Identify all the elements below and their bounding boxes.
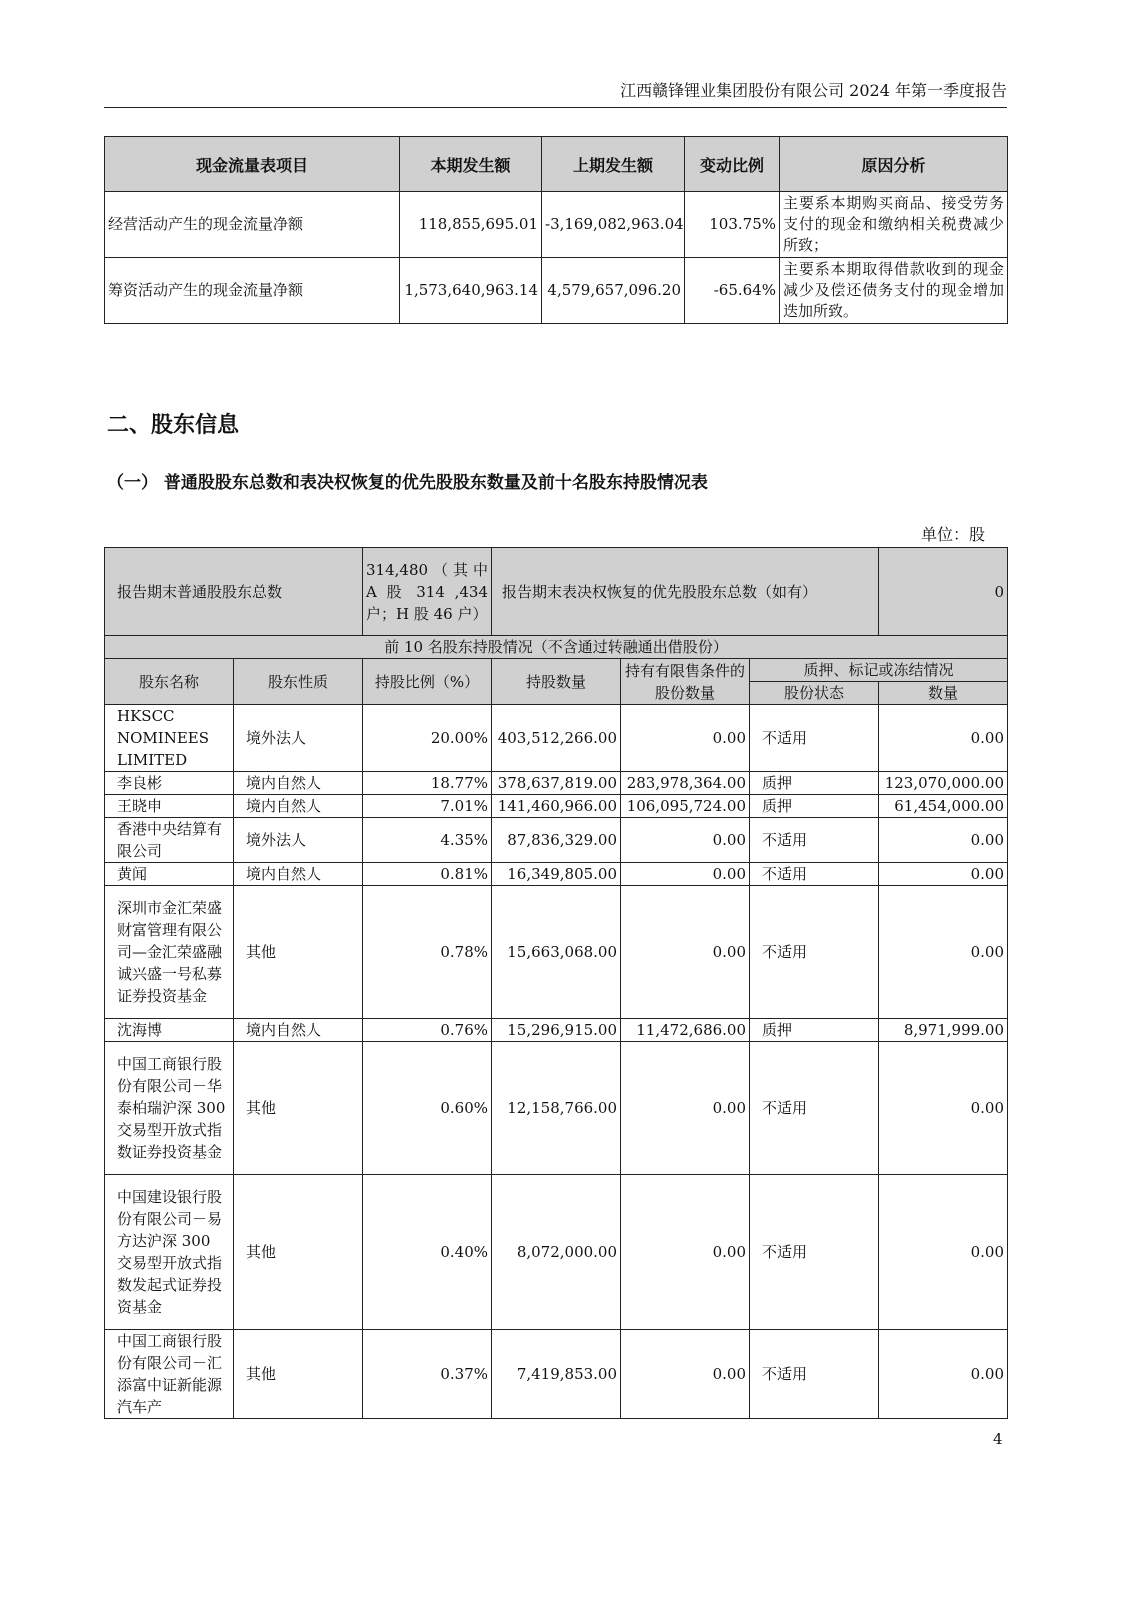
page-number: 4 bbox=[993, 1430, 1003, 1448]
shareholder-name: 中国工商银行股份有限公司－汇添富中证新能源汽车产 bbox=[105, 1330, 234, 1419]
report-title: 江西赣锋锂业集团股份有限公司 2024 年第一季度报告 bbox=[620, 81, 1007, 100]
shareholder-name: 中国建设银行股份有限公司－易方达沪深 300 交易型开放式指数发起式证券投资基金 bbox=[105, 1175, 234, 1330]
top10-title: 前 10 名股东持股情况（不含通过转融通出借股份） bbox=[105, 636, 1008, 659]
header-pledge-status: 股份状态 bbox=[750, 682, 879, 705]
header-previous: 上期发生额 bbox=[542, 137, 685, 192]
shareholder-pledge-status: 质押 bbox=[750, 772, 879, 795]
header-shares: 持股数量 bbox=[492, 659, 621, 705]
shareholder-name: 香港中央结算有限公司 bbox=[105, 818, 234, 863]
shareholder-pledge-status: 不适用 bbox=[750, 1042, 879, 1175]
shareholder-shares: 15,663,068.00 bbox=[492, 886, 621, 1019]
shareholder-restricted: 0.00 bbox=[621, 886, 750, 1019]
header-ratio: 持股比例（%） bbox=[363, 659, 492, 705]
shareholder-nature: 境内自然人 bbox=[234, 795, 363, 818]
table-row bbox=[105, 1042, 1008, 1175]
shareholder-shares: 403,512,266.00 bbox=[492, 705, 621, 772]
shareholder-nature: 境外法人 bbox=[234, 818, 363, 863]
subsection-title: （一） 普通股股东总数和表决权恢复的优先股股东数量及前十名股东持股情况表 bbox=[107, 473, 708, 493]
cashflow-current: 118,855,695.01 bbox=[400, 192, 542, 258]
preferred-holders-label: 报告期末表决权恢复的优先股股东总数（如有） bbox=[492, 548, 879, 636]
shareholder-nature: 其他 bbox=[234, 1042, 363, 1175]
shareholder-pledge-status: 不适用 bbox=[750, 886, 879, 1019]
shareholder-pledge-status: 不适用 bbox=[750, 1330, 879, 1419]
shareholder-name: 深圳市金汇荣盛财富管理有限公司—金汇荣盛融诚兴盛一号私募证券投资基金 bbox=[105, 886, 234, 1019]
table-row bbox=[105, 818, 1008, 863]
header-current: 本期发生额 bbox=[400, 137, 542, 192]
shareholder-ratio: 4.35% bbox=[363, 818, 492, 863]
shareholder-pledge-amount: 123,070,000.00 bbox=[879, 772, 1008, 795]
shareholder-ratio: 0.76% bbox=[363, 1019, 492, 1042]
table-row bbox=[105, 886, 1008, 1019]
shareholder-shares: 141,460,966.00 bbox=[492, 795, 621, 818]
shareholder-nature: 其他 bbox=[234, 1175, 363, 1330]
shareholder-nature: 其他 bbox=[234, 1330, 363, 1419]
shareholder-restricted: 11,472,686.00 bbox=[621, 1019, 750, 1042]
shareholder-header-row bbox=[105, 659, 1008, 682]
shareholder-pledge-amount: 0.00 bbox=[879, 886, 1008, 1019]
table-row bbox=[105, 772, 1008, 795]
shareholder-shares: 8,072,000.00 bbox=[492, 1175, 621, 1330]
shareholder-shares: 12,158,766.00 bbox=[492, 1042, 621, 1175]
shareholder-shares: 15,296,915.00 bbox=[492, 1019, 621, 1042]
table-row bbox=[105, 1019, 1008, 1042]
page-header bbox=[104, 80, 1007, 108]
shareholder-restricted: 0.00 bbox=[621, 818, 750, 863]
shareholder-pledge-amount: 0.00 bbox=[879, 818, 1008, 863]
cashflow-previous: 4,579,657,096.20 bbox=[542, 258, 685, 324]
summary-row bbox=[105, 548, 1008, 636]
header-nature: 股东性质 bbox=[234, 659, 363, 705]
table-row bbox=[105, 1330, 1008, 1419]
shareholder-name: 李良彬 bbox=[105, 772, 234, 795]
shareholder-pledge-amount: 0.00 bbox=[879, 1175, 1008, 1330]
table-row bbox=[105, 705, 1008, 772]
shareholder-name: 中国工商银行股份有限公司－华泰柏瑞沪深 300 交易型开放式指数证券投资基金 bbox=[105, 1042, 234, 1175]
total-holders-value: 314,480（其中 A 股 314 ,434 户；H 股 46 户） bbox=[363, 548, 492, 636]
cashflow-item: 筹资活动产生的现金流量净额 bbox=[105, 258, 400, 324]
shareholder-nature: 境内自然人 bbox=[234, 1019, 363, 1042]
table-row bbox=[105, 258, 1008, 324]
cashflow-reason: 主要系本期取得借款收到的现金减少及偿还债务支付的现金增加迭加所致。 bbox=[780, 258, 1008, 324]
section-title: 二、股东信息 bbox=[107, 413, 240, 438]
shareholder-pledge-amount: 61,454,000.00 bbox=[879, 795, 1008, 818]
shareholder-name: 王晓申 bbox=[105, 795, 234, 818]
shareholder-pledge-status: 不适用 bbox=[750, 1175, 879, 1330]
shareholder-ratio: 0.40% bbox=[363, 1175, 492, 1330]
cashflow-change: 103.75% bbox=[685, 192, 780, 258]
header-pledge-group: 质押、标记或冻结情况 bbox=[750, 659, 1008, 682]
shareholder-pledge-amount: 8,971,999.00 bbox=[879, 1019, 1008, 1042]
shareholder-ratio: 0.81% bbox=[363, 863, 492, 886]
shareholder-restricted: 106,095,724.00 bbox=[621, 795, 750, 818]
cashflow-current: 1,573,640,963.14 bbox=[400, 258, 542, 324]
cashflow-header-row bbox=[105, 137, 1008, 192]
table-row bbox=[105, 192, 1008, 258]
shareholder-shares: 7,419,853.00 bbox=[492, 1330, 621, 1419]
shareholder-pledge-status: 不适用 bbox=[750, 705, 879, 772]
shareholder-pledge-amount: 0.00 bbox=[879, 1042, 1008, 1175]
shareholder-restricted: 0.00 bbox=[621, 1330, 750, 1419]
table-row bbox=[105, 795, 1008, 818]
table-row bbox=[105, 863, 1008, 886]
header-change: 变动比例 bbox=[685, 137, 780, 192]
shareholder-ratio: 7.01% bbox=[363, 795, 492, 818]
shareholder-name: HKSCC NOMINEES LIMITED bbox=[105, 705, 234, 772]
shareholder-ratio: 18.77% bbox=[363, 772, 492, 795]
cashflow-item: 经营活动产生的现金流量净额 bbox=[105, 192, 400, 258]
total-holders-label: 报告期末普通股股东总数 bbox=[105, 548, 363, 636]
shareholder-nature: 境外法人 bbox=[234, 705, 363, 772]
cashflow-table bbox=[104, 136, 1008, 324]
header-reason: 原因分析 bbox=[780, 137, 1008, 192]
shareholder-restricted: 0.00 bbox=[621, 705, 750, 772]
shareholder-ratio: 0.78% bbox=[363, 886, 492, 1019]
shareholder-shares: 378,637,819.00 bbox=[492, 772, 621, 795]
cashflow-change: -65.64% bbox=[685, 258, 780, 324]
unit-label: 单位：股 bbox=[920, 525, 985, 544]
shareholder-ratio: 20.00% bbox=[363, 705, 492, 772]
shareholder-pledge-status: 不适用 bbox=[750, 863, 879, 886]
header-item: 现金流量表项目 bbox=[105, 137, 400, 192]
shareholder-name: 沈海博 bbox=[105, 1019, 234, 1042]
shareholder-nature: 境内自然人 bbox=[234, 772, 363, 795]
header-restricted: 持有有限售条件的股份数量 bbox=[621, 659, 750, 705]
shareholder-nature: 境内自然人 bbox=[234, 863, 363, 886]
shareholder-shares: 16,349,805.00 bbox=[492, 863, 621, 886]
header-pledge-amount: 数量 bbox=[879, 682, 1008, 705]
shareholder-pledge-amount: 0.00 bbox=[879, 863, 1008, 886]
shareholder-nature: 其他 bbox=[234, 886, 363, 1019]
shareholder-restricted: 0.00 bbox=[621, 1042, 750, 1175]
shareholder-shares: 87,836,329.00 bbox=[492, 818, 621, 863]
shareholder-pledge-status: 质押 bbox=[750, 1019, 879, 1042]
cashflow-previous: -3,169,082,963.04 bbox=[542, 192, 685, 258]
top10-title-row bbox=[105, 636, 1008, 659]
table-row bbox=[105, 1175, 1008, 1330]
shareholder-pledge-amount: 0.00 bbox=[879, 705, 1008, 772]
shareholder-ratio: 0.37% bbox=[363, 1330, 492, 1419]
shareholder-restricted: 283,978,364.00 bbox=[621, 772, 750, 795]
cashflow-reason: 主要系本期购买商品、接受劳务支付的现金和缴纳相关税费减少所致； bbox=[780, 192, 1008, 258]
header-name: 股东名称 bbox=[105, 659, 234, 705]
shareholder-pledge-status: 质押 bbox=[750, 795, 879, 818]
preferred-holders-value: 0 bbox=[879, 548, 1008, 636]
shareholder-restricted: 0.00 bbox=[621, 863, 750, 886]
shareholder-rows bbox=[105, 705, 1008, 1419]
shareholder-name: 黄闻 bbox=[105, 863, 234, 886]
shareholder-ratio: 0.60% bbox=[363, 1042, 492, 1175]
shareholder-table bbox=[104, 547, 1008, 1419]
shareholder-pledge-amount: 0.00 bbox=[879, 1330, 1008, 1419]
shareholder-restricted: 0.00 bbox=[621, 1175, 750, 1330]
shareholder-pledge-status: 不适用 bbox=[750, 818, 879, 863]
